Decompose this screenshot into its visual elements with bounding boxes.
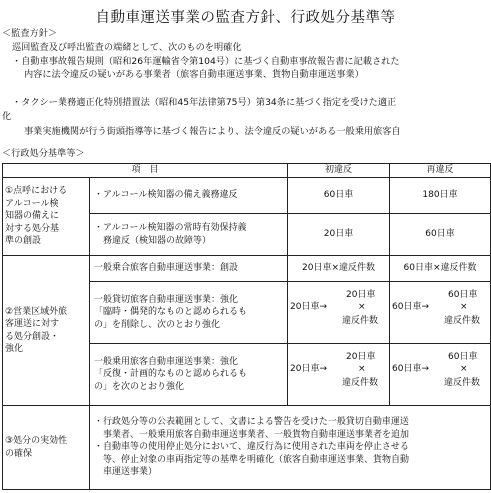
audit-policy-heading: ＜監査方針＞ [2, 28, 58, 39]
header-item: 項 目 [3, 164, 288, 178]
section-3-note-line: 事業者、一般乗用旅客自動車運送事業者、一般貨物自動車運送事業者を追加 [94, 429, 410, 440]
section-1-label-line: ①点呼における [5, 186, 68, 197]
section-1-label-line: 対する処分基 [5, 223, 60, 234]
section-3-note-line: ・行政処分等の公表範囲として、文書による警告を受けた一般貸切自動車運送 [94, 417, 409, 428]
section-2-row-a-text: 一般乗合旅客自動車運送事業：創設 [90, 256, 288, 282]
formula-top: 20日車 [346, 289, 376, 300]
section-1-item-1-first: 60日車 [288, 178, 390, 214]
audit-item-1-line-2: 内容に法令違反の疑いがある事業者（旅客自動車運送事業、貨物自動車運送事業） [24, 69, 364, 80]
table-row [3, 256, 491, 282]
audit-item-2-line-3: 事業実施機関が行う街頭指導等に基づく報告により、法令違反の疑いがある一般乗用旅客自 [24, 126, 401, 137]
section-1-label-line: 準の創設 [5, 236, 42, 247]
table-header-row [3, 164, 491, 178]
formula-base: 60日車→ [392, 363, 430, 374]
formula-times: × [460, 301, 468, 312]
formula-top: 60日車 [448, 351, 478, 362]
section-3-note-line: 等、停止対象の車両指定等の基準を明確化（旅客自動車運送事業、貨物自動 [94, 454, 410, 465]
admin-standard-heading: ＜行政処分基準等＞ [2, 148, 85, 159]
table-row [3, 406, 491, 490]
section-2-label-line: ②営業区域外旅 [5, 306, 68, 317]
formula-top: 20日車 [346, 351, 376, 362]
table-row [3, 178, 491, 214]
section-2-row-c-text: 「反復・計画的なものと認められるも [94, 369, 248, 380]
formula-bottom: 違反件数 [444, 315, 481, 326]
formula-top: 60日車 [448, 289, 478, 300]
section-2-label-line: 客運送に対す [5, 319, 60, 329]
section-1-item-2-text: 務違反（検知器の故障等） [94, 235, 212, 246]
formula-bottom: 違反件数 [342, 315, 379, 326]
section-1-item-2 [90, 214, 288, 256]
audit-policy-intro: 巡回監査及び呼出監査の端緒として、次のものを明確化 [12, 42, 242, 53]
section-2-row-b-repeat [390, 282, 491, 344]
section-2-row-b-text: の」を削除し、次のとおり強化 [94, 319, 221, 330]
audit-item-2-line-1: ・タクシー業務適正化特別措置法（昭和45年法律第75号）第34条に基づく指定を受けた適正 [12, 97, 397, 108]
section-3-note-line: ・自動車等の使用停止処分において、違反行為に使用された車両を停止させる [94, 442, 409, 453]
section-1-item-1-repeat: 180日車 [390, 178, 491, 214]
section-3-label-line: の確保 [5, 448, 33, 459]
formula-base: 20日車→ [290, 363, 328, 374]
header-first: 初違反 [288, 164, 390, 178]
section-2-row-b [90, 282, 288, 344]
formula-bottom: 違反件数 [444, 377, 481, 388]
formula-times: × [358, 301, 366, 312]
section-3-notes [90, 406, 491, 490]
section-2-row-b-text: 「臨時・偶発的なものと認められるも [94, 307, 248, 318]
section-1-item-2-repeat: 60日車 [390, 214, 491, 256]
section-2-row-c-repeat [390, 344, 491, 406]
section-2-label-line: 強化 [5, 344, 24, 354]
section-1-label-line: アルコール検 [5, 198, 59, 209]
section-1-item-1-text: ・アルコール検知器の備え義務違反 [94, 190, 238, 201]
section-3-label-line: ③処分の実効性 [5, 436, 68, 446]
section-3-label [3, 406, 90, 490]
section-2-row-b-first [288, 282, 390, 344]
section-2-label-line: る処分創設・ [5, 331, 60, 342]
page-title: 自動車運送事業の監査方針、行政処分基準等 [95, 10, 396, 26]
section-2-row-b-text: 一般貸切旅客自動車運送事業：強化 [94, 294, 239, 305]
header-repeat: 再違反 [390, 164, 491, 178]
formula-bottom: 違反件数 [342, 377, 379, 388]
section-1-item-2-first: 20日車 [288, 214, 390, 256]
formula-base: 60日車→ [392, 301, 430, 312]
section-2-row-c [90, 344, 288, 406]
formula-times: × [358, 363, 366, 374]
section-2-row-a-first: 20日車×違反件数 [288, 256, 390, 282]
section-1-label-line: 知器の備えに [5, 211, 60, 222]
section-2-row-a-repeat: 60日車×違反件数 [390, 256, 491, 282]
section-2-row-c-first [288, 344, 390, 406]
audit-item-1-line-1: ・自動車事故報告規則（昭和26年運輸省令第104号）に基づく自動車事故報告書に記載された [12, 56, 400, 67]
section-1-label [3, 178, 90, 256]
section-3-note-line: 車運送事業） [94, 467, 158, 478]
section-2-row-c-text: 一般乗用旅客自動車運送事業：強化 [94, 356, 239, 367]
formula-times: × [460, 363, 468, 374]
section-2-label [3, 256, 90, 406]
section-1-item-1 [90, 178, 288, 214]
admin-standard-table [2, 163, 491, 490]
section-2-row-c-text: の」を次のとおり強化 [94, 381, 185, 392]
formula-base: 20日車→ [290, 301, 328, 312]
section-1-item-2-text: ・アルコール検知器の常時有効保持義 [94, 223, 247, 233]
audit-item-2-line-2: 化 [2, 111, 12, 122]
